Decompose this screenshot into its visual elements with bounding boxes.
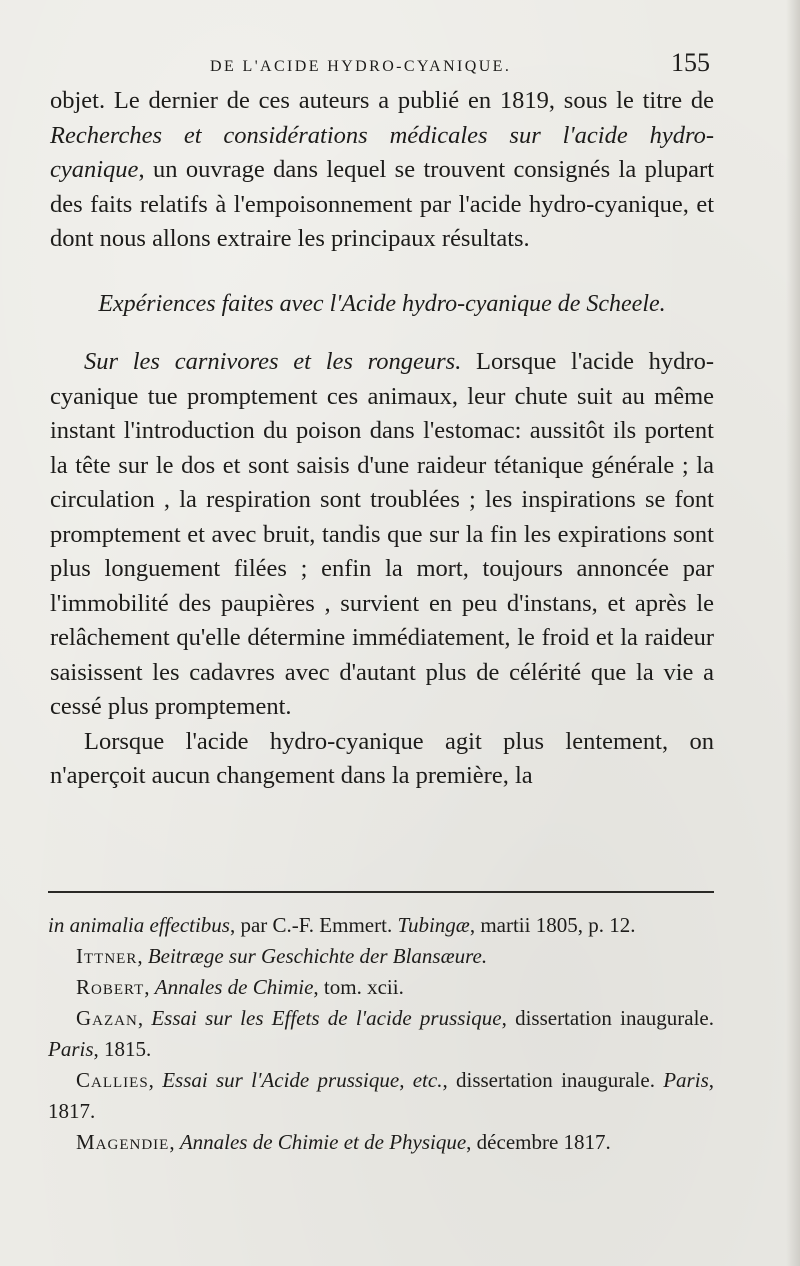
footnote-emmert (48, 910, 714, 941)
page-number: 155 (671, 48, 710, 77)
running-title: DE L'ACIDE HYDRO-CYANIQUE. (210, 58, 512, 75)
footnote-author: Magendie (76, 1130, 170, 1154)
paragraph-intro (50, 84, 714, 257)
footnote-place: Paris (48, 1037, 94, 1061)
paragraph-carnivores-text: Lorsque l'acide hydro-cyanique tue promptement ces animaux, leur chute suit au même instant l'introduction du poison dans l'estomac: aussitôt ils portent la tête sur le dos et sont saisis d'une raideur tétanique générale ; la circulation , la respiration sont troublées ; les inspirations se font promptement et avec bruit, tandis que sur la fin les expirations sont plus longuement filées ; enfin la mort, toujours annoncée par l'immobilité des paupières , survient en peu d'instans, et après le relâchement qu'elle détermine immédiatement, le froid et la raideur saisissent les cadavres avec d'autant plus de célérité que la vie a cessé plus promptement. (50, 348, 714, 720)
paragraph-intro-text-c: , un ouvrage dans lequel se trouvent consignés la plupart des faits relatifs à l'empoisonnement par l'acide hydro-cyanique, et dont nous allons extraire les principaux résultats. (50, 156, 714, 252)
footnote-separator: , (169, 1130, 180, 1154)
footnote-title: Annales de Chimie (154, 975, 314, 999)
footnote-robert (48, 972, 714, 1003)
footnotes (48, 910, 714, 1158)
paragraph-carnivores (50, 345, 714, 725)
section-subheading: Expériences faites avec l'Acide hydro-cyanique de Scheele. (98, 290, 666, 317)
footnote-separator: , (144, 975, 155, 999)
footnote-text: , par C.-F. Emmert. (229, 913, 398, 937)
footnote-date: , 1817. (48, 1068, 714, 1123)
footnote-separator: , (148, 1068, 163, 1092)
cited-work-title: Recherches et considérations médicales sur l'acide hydro-cyanique (50, 121, 714, 183)
footnote-text: , décembre 1817. (466, 1130, 611, 1154)
footnote-author: Gazan (76, 1006, 138, 1030)
main-text (50, 84, 714, 794)
footnote-text: , dissertation inaugurale. (501, 1006, 714, 1030)
footnote-text: , dissertation inaugurale. (442, 1068, 664, 1092)
footnote-title: Essai sur les Effets de l'acide prussique (151, 1006, 502, 1030)
footnote-date: , martii 1805, p. 12. (469, 913, 636, 937)
paragraph-slow-action: Lorsque l'acide hydro-cyanique agit plus lentement, on n'aperçoit aucun changement dans la première, la (50, 727, 714, 789)
footnote-title: in animalia effectibus (48, 913, 230, 937)
footnote-author: Robert (76, 975, 145, 999)
footnote-author: Ittner (76, 944, 138, 968)
footnote-title: Beitræge sur Geschichte der Blansæure. (147, 944, 488, 968)
paragraph-intro-text-a: objet. Le dernier de ces auteurs a publié en 1819, sous le titre de (50, 87, 714, 114)
footnote-separator: , (137, 1006, 152, 1030)
footnote-title: Annales de Chimie et de Physique (179, 1130, 467, 1154)
footnote-author: Callies (76, 1068, 149, 1092)
footnote-place: Tubingæ (397, 913, 470, 937)
footnote-magendie (48, 1127, 714, 1158)
running-head (50, 48, 714, 82)
footnote-ittner (48, 941, 714, 972)
paragraph-lead-in: Sur les carnivores et les rongeurs. (84, 348, 462, 375)
footnote-place: Paris (663, 1068, 709, 1092)
page-edge-shadow (786, 0, 800, 1266)
footnote-divider (48, 891, 714, 893)
footnote-callies (48, 1065, 714, 1127)
footnote-separator: , (137, 944, 148, 968)
footnote-date: , 1815. (93, 1037, 152, 1061)
footnote-text: , tom. xcii. (313, 975, 404, 999)
footnote-title: Essai sur l'Acide prussique, etc. (162, 1068, 443, 1092)
footnote-gazan (48, 1003, 714, 1065)
